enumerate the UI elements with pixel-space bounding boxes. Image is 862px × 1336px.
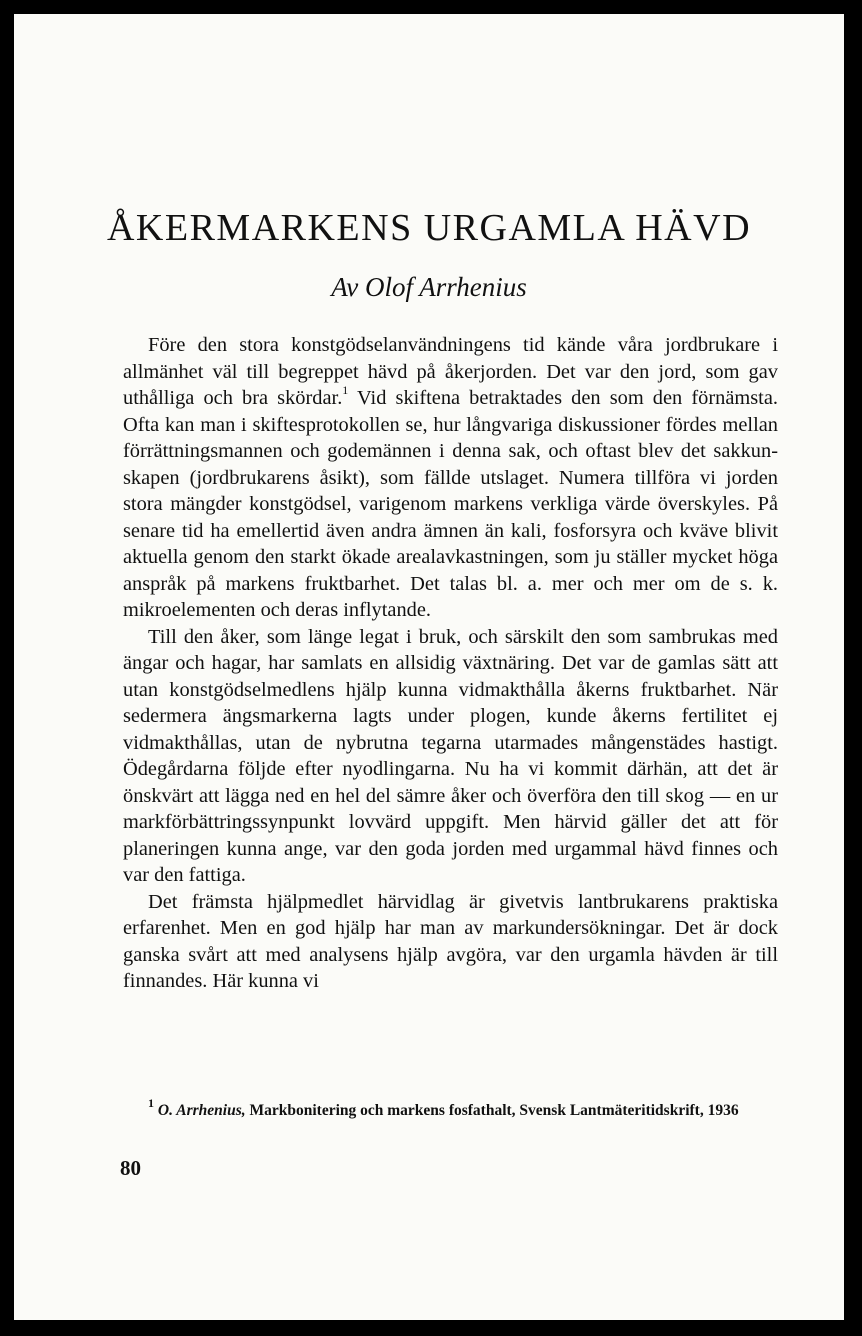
paragraph-1-continued: Vid skiftena betraktades den som den förnämsta. Ofta kan man i skiftesprotokollen se, hur långvariga diskussioner fördes mellan förrättningsmannen och godemännen i denna sak, och oftast blev det sakkunskapen (jordbrukarens åsikt), som fällde utslaget. Numera tillföra vi jorden stora mängder konstgödsel, varigenom markens verkliga värde överskyles. På senare tid ha emellertid även andra ämnen än kali, fosforsyra och kväve blivit aktuella genom den starkt ökade arealavkastningen, som ju ställer mycket höga anspråk på markens fruktbarhet. Det talas bl. a. mer och mer om de s. k. mikroelementen och deras inflytande. [123,387,778,621]
paragraph-1 [123,332,778,624]
paragraph-2: Till den åker, som länge legat i bruk, och särskilt den som sambrukas med ängar och hagar, har samlats en allsidig växtnäring. Det var de gamlas sätt att utan konstgödselmedlens hjälp kunna vidmakthålla åkerns fruktbarhet. När sedermera ängsmarkerna lagts under plogen, kunde åkerns fertilitet ej vidmakthållas, utan de nybrutna tegarna utarmades mångenstädes hastigt. Ödegårdarna följde efter nyodlingarna. Nu ha vi kommit därhän, att det är önskvärt att lägga ned en hel del sämre åker och överföra den till skog — en ur markförbättringssynpunkt lovvärd uppgift. Men härvid gäller det att för planeringen kunna ange, var den goda jorden med urgammal hävd finnes och var den fattiga. [123,625,778,886]
article-author: Av Olof Arrhenius [331,272,527,302]
footnote [123,1095,778,1122]
paragraph-1-text: Före den stora konstgödselanvändningens tid kände våra jordbrukare i allmänhet väl till begreppet hävd på åkerjorden. Det var den jord, som gav uthålliga och bra skördar. [123,334,778,409]
article-title: ÅKERMARKENS URGAMLA HÄVD [106,207,752,249]
footnote-marker: 1 [342,383,349,398]
footnote-number: 1 [148,1095,154,1110]
page-number: 80 [120,1156,141,1180]
footnote-author: O. Arrhenius, [157,1102,246,1119]
paragraph-3: Det främsta hjälpmedlet härvidlag är givetvis lantbrukarens praktiska erfarenhet. Men en god hjälp har man av markundersökningar. Det är dock ganska svårt att med analysens hjälp avgöra, var den urgamla hävden är till finnandes. Här kunna vi [123,890,778,992]
article-body [123,332,778,995]
footnote-text: Markbonitering och markens fosfathalt, Svensk Lantmäteritidskrift, 1936 [245,1102,739,1119]
book-page [14,14,844,1320]
